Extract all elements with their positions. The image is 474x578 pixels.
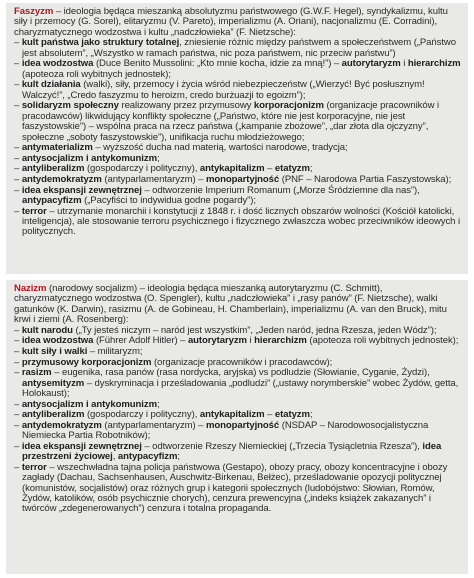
nazizm-term: Nazizm xyxy=(14,283,47,294)
list-item: – przymusowy korporacjonizm (organizacje pracowników i pracodawców); xyxy=(14,356,333,368)
list-item: – antydemokratyzm (antyparlamentaryzm) – monopartyjność (PNF – Narodowa Partia Faszystowska); xyxy=(14,174,452,185)
list-item: – terror – wszechwładna tajna policja państwowa (Gestapo), obozy pracy, obozy koncentracyjne i obozy zagłady (Dachau, Sachsenhausen, Auschwitz-Birkenau, Bełżec), prześladowanie opozycji politycznej (komunistów, socjalistów) oraz różnych grup i kategorii społecznych (ludobójstwo: Słowian, Romów, Żydów, katolików, osób psychicznie chorych), cenzura prewencyjna („indeks książek zakazanych” i twórców „zdegenerowanych”) cenzura i totalna propaganda. xyxy=(14,461,448,515)
nazizm-intro: Nazizm (narodowy socjalizm) – ideologia będąca mieszanką autorytaryzmu (C. Schmitt), charyzmatycznego wodzostwa (O. Spengler), kultu „nadczłowieka” i „rasy panów” (F. Nietzsche), walki gatunków (K. Darwin), rasizmu (A. de Gobineau, H. Chamberlain), imperializmu (A. van den Bruck), mitu krwi i ziemi (A. Rosenberg): xyxy=(14,283,447,326)
list-item: – kult państwa jako struktury totalnej, zniesienie różnic między państwem a społeczeństwem („Państwo jest absolutem”, „Wszystko w ramach państwa, nic poza państwem, nic przeciw państwu”) xyxy=(14,37,456,59)
faszyzm-panel xyxy=(6,3,468,274)
list-item: – idea ekspansji zewnętrznej – odtworzenie Rzeszy Niemieckiej („Trzecia Tysiącletnia Rzesza”), idea przestrzeni życiowej, antypacyfizm; xyxy=(14,440,442,463)
faszyzm-term: Faszyzm xyxy=(14,6,54,17)
list-item: – antysocjalizm i antykomunizm; xyxy=(14,398,160,410)
list-item: – kult działania (walki), siły, przemocy i życia wśród niebezpieczeństw („Wierzyć! Być posłusznym! Walczyć!”, „Credo faszyzmu to heroizm, credo burżuazji to egoizm”); xyxy=(14,79,425,101)
list-item: – terror – utrzymanie monarchii i konstytucji z 1848 r. i dość licznych obszarów wolności (Kościół katolicki, inteligencja), ale stosowanie terroru psychicznego i fizycznego zwłaszcza wobec przeciwników ideowych i politycznych. xyxy=(14,205,461,238)
list-item: – antyliberalizm (gospodarczy i polityczny), antykapitalizm – etatyzm; xyxy=(14,163,313,175)
list-item: – rasizm – eugenika, rasa panów (rasa nordycka, aryjska) vs podludzie (Słowianie, Cyganie, Żydzi), antysemityzm – dyskryminacja i prześladowania „podludzi” („ustawy norymberskie” wobec Żydów, getta, Holokaust); xyxy=(14,367,459,399)
faszyzm-intro: Faszyzm – ideologia będąca mieszanką absolutyzmu państwowego (G.W.F. Hegel), syndykalizmu, kultu siły i przemocy (G. Sorel), elitaryzmu (V. Pareto), imperializmu (A. Oriani), nacjonalizmu (E. Corradini), charyzmatycznego wodzostwa i kultu „nadczłowieka” (F. Nietzsche): xyxy=(14,6,448,38)
list-item: – idea wodzostwa (Führer Adolf Hitler) – autorytaryzm i hierarchizm (apoteoza roli wybitnych jednostek); xyxy=(14,335,459,347)
list-item: – antymaterializm – wyższość ducha nad materią, wartości narodowe, tradycja; xyxy=(14,142,348,154)
list-item: – kult siły i walki – militaryzm; xyxy=(14,346,143,357)
list-item: – kult narodu („Ty jesteś niczym – naród jest wszystkim”, „Jeden naród, jedna Rzesza, jeden Wódz”); xyxy=(14,324,437,336)
list-item: – idea wodzostwa (Duce Benito Mussolini: „Kto mnie kocha, idzie za mną!”) – autorytaryzm i hierarchizm (apoteoza roli wybitnych jednostek); xyxy=(14,58,461,80)
list-item: – antyliberalizm (gospodarczy i polityczny), antykapitalizm – etatyzm; xyxy=(14,409,313,421)
list-item: – idea ekspansji zewnętrznej – odtworzenie Imperium Romanum („Morze Śródziemne dla nas”), antypacyfizm („Pacyfiści to indywidua godne pogardy”); xyxy=(14,184,420,206)
list-item: – antysocjalizm i antykomunizm; xyxy=(14,152,160,164)
list-item: – antydemokratyzm (antyparlamentaryzm) – monopartyjność (NSDAP – Narodowosocjalistyczna Niemiecka Partia Robotników); xyxy=(14,419,429,442)
nazizm-panel xyxy=(6,280,468,574)
list-item: – solidaryzm społeczny realizowany przez przymusowy korporacjonizm (organizacje pracowników i pracodawców) likwidujący konflikty społeczne („Państwo, które nie jest korporacyjne, nie jest faszystowskie”) – wspólna praca na rzecz państwa („kampanie zbożowe”, „dar złota dla ojczyzny”, społeczne „soboty faszystowskie”), unifikacja ruchu młodzieżowego; xyxy=(14,100,439,143)
